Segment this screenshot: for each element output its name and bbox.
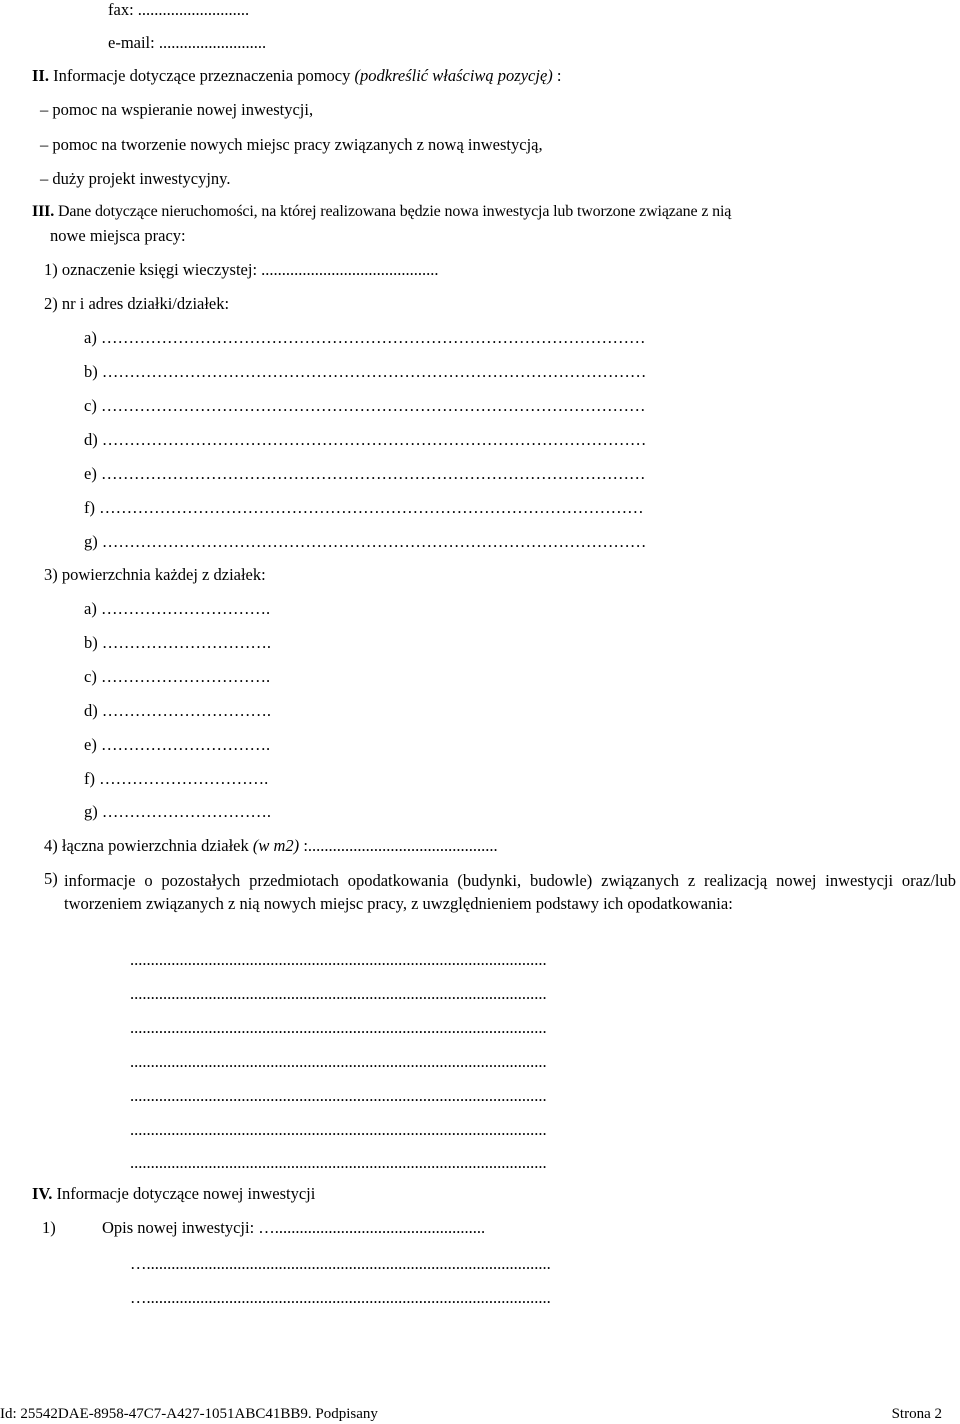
plot-area-row: e) …………………………. [84,735,271,754]
section-3-intro: Dane dotyczące nieruchomości, na której realizowana będzie nowa inwestycja lub tworzone związane z nią [57,203,732,220]
plot-area-label: 3) powierzchnia każdej z działek: [44,565,266,584]
section-2-title: Informacje dotyczące przeznaczenia pomocy [53,66,351,85]
plot-area-row: c) …………………………. [84,667,271,686]
list-item: – duży projekt inwestycyjny. [40,169,231,188]
section-2-heading [32,66,561,86]
plot-area-row: a) …………………………. [84,599,271,618]
plot-address-row: e) ……………………………………………………………………………………… [84,464,646,483]
investment-desc-dots: ….................................................................................................. [130,1254,551,1273]
plot-address-row: f) ……………………………………………………………………………………… [84,498,644,517]
total-area-unit: (w m2) [252,836,300,855]
investment-desc-number: 1) [42,1218,56,1237]
document-id: Id: 25542DAE-8958-47C7-A427-1051ABC41BB9. Podpisany [0,1406,378,1422]
plot-address-row: b) ……………………………………………………………………………………… [84,362,647,381]
section-2-colon: : [552,66,562,85]
section-4-heading [32,1184,315,1204]
other-objects-dots: ..................................................................................................... [130,1052,547,1071]
other-objects-text: informacje o pozostałych przedmiotach opodatkowania (budynki, budowle) związanych z realizacją nowej inwestycji oraz/lub tworzeniem związanych z nią nowych miejsc pracy, z uwzględnieniem podstawy ich opodatkowania: [64,871,956,913]
plot-address-row: g) ……………………………………………………………………………………… [84,532,647,551]
section-3-heading [32,202,954,222]
other-objects-dots: ..................................................................................................... [130,950,547,969]
other-objects-dots: ..................................................................................................... [130,1018,547,1037]
section-2-number: II. [32,66,49,85]
other-objects-dots: ..................................................................................................... [130,1153,547,1172]
section-4-title: Informacje dotyczące nowej inwestycji [56,1184,316,1203]
investment-desc-dots: ….................................................................................................. [130,1288,551,1307]
plot-address-label: 2) nr i adres działki/działek: [44,294,230,313]
plot-address-row: c) ……………………………………………………………………………………… [84,396,646,415]
section-4-number: IV. [32,1184,53,1203]
total-area-field: 4) łączna powierzchnia działek (w m2) :.............................................. [44,836,498,855]
plot-area-row: f) …………………………. [84,769,269,788]
fax-field: fax: ........................... [108,0,250,19]
land-register-field: 1) oznaczenie księgi wieczystej: ........................................... [44,260,439,279]
other-objects-dots: ..................................................................................................... [130,1086,547,1105]
list-item: – pomoc na tworzenie nowych miejsc pracy związanych z nową inwestycją, [40,135,543,154]
investment-desc-label: Opis nowej inwestycji: …................................................... [102,1218,486,1237]
plot-area-row: g) …………………………. [84,802,271,821]
section-2-note: (podkreślić właściwą pozycję) [354,66,553,85]
plot-area-row: d) …………………………. [84,701,271,720]
section-3-number: III. [32,203,55,220]
email-field: e-mail: .......................... [108,33,267,52]
other-objects-number: 5) [44,869,58,888]
list-item: – pomoc na wspieranie nowej inwestycji, [40,100,314,119]
section-3-intro-cont: nowe miejsca pracy: [50,226,186,245]
plot-area-row: b) …………………………. [84,633,271,652]
page-number: Strona 2 [891,1406,942,1422]
plot-address-row: d) ……………………………………………………………………………………… [84,430,647,449]
other-objects-dots: ..................................................................................................... [130,1120,547,1139]
other-objects-dots: ..................................................................................................... [130,984,547,1003]
plot-address-row: a) ……………………………………………………………………………………… [84,328,646,347]
